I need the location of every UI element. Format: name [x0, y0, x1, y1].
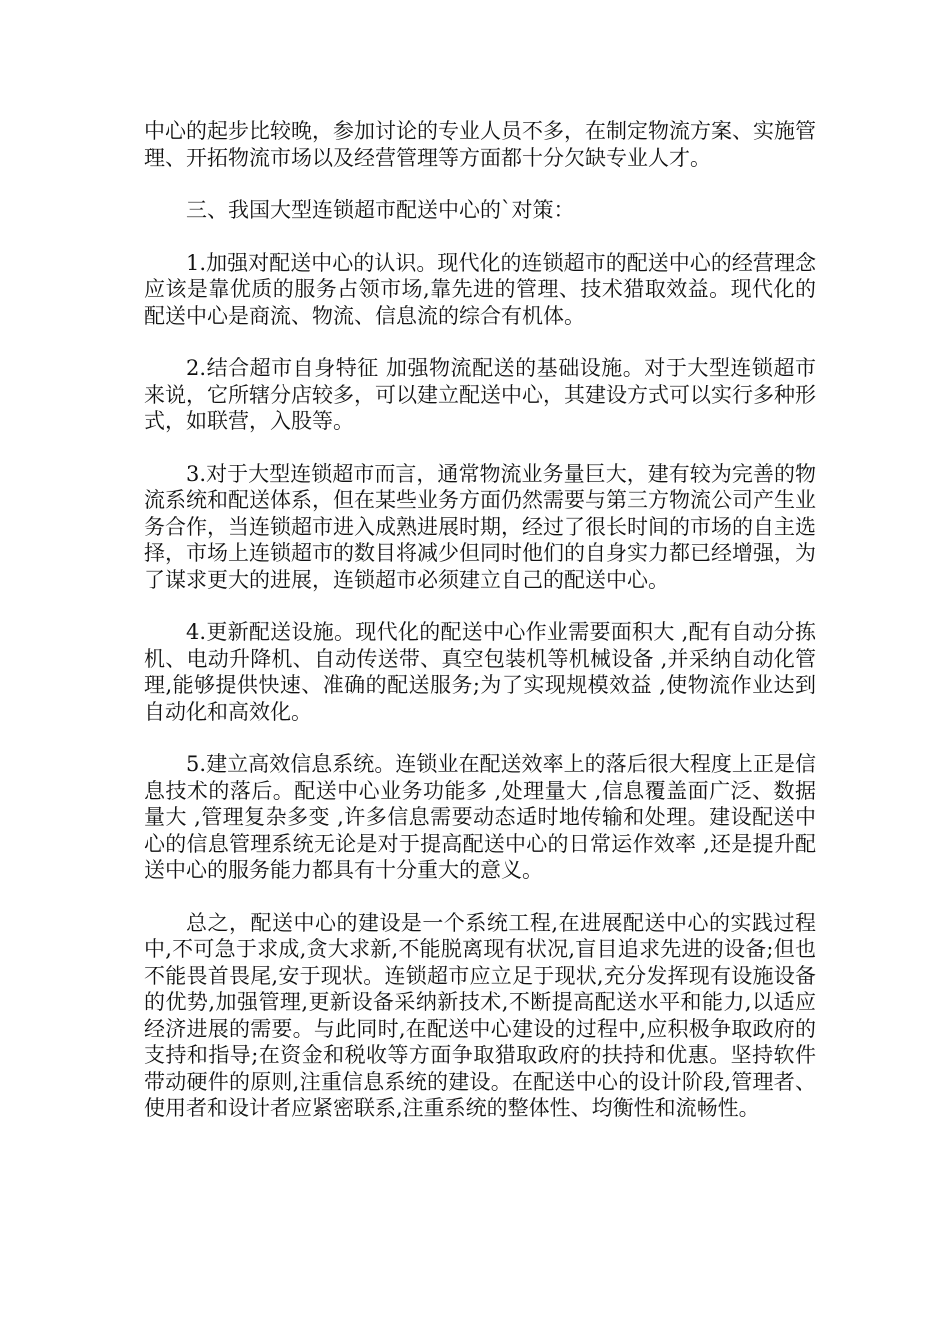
paragraph-item-1: 1.加强对配送中心的认识。现代化的连锁超市的配送中心的经营理念应该是靠优质的服务占领市场,靠先进的管理、技术猎取效益。现代化的配送中心是商流、物流、信息流的综合有机体。: [144, 250, 816, 328]
paragraph-conclusion: 总之，配送中心的建设是一个系统工程,在进展配送中心的实践过程中,不可急于求成,贪大求新,不能脱离现有状况,盲目追求先进的设备;但也不能畏首畏尾,安于现状。连锁超市应立足于现状,充分发挥现有设施设备的优势,加强管理,更新设备采纳新技术,不断提高配送水平和能力,以适应经济进展的需要。与此同时,在配送中心建设的过程中,应积极争取政府的支持和指导;在资金和税收等方面争取猎取政府的扶持和优惠。坚持软件带动硬件的原则,注重信息系统的建设。在配送中心的设计阶段,管理者、使用者和设计者应紧密联系,注重系统的整体性、均衡性和流畅性。: [144, 910, 816, 1120]
paragraph-item-4: 4.更新配送设施。现代化的配送中心作业需要面积大 ,配有自动分拣机、电动升降机、自动传送带、真空包装机等机械设备 ,并采纳自动化管理,能够提供快速、准确的配送服务;为了实现规模效益 ,使物流作业达到自动化和高效化。: [144, 620, 816, 724]
paragraph-item-2: 2.结合超市自身特征 加强物流配送的基础设施。对于大型连锁超市来说，它所辖分店较多，可以建立配送中心，其建设方式可以实行多种形式，如联营，入股等。: [144, 356, 816, 433]
section-heading-countermeasures: 三、我国大型连锁超市配送中心的`对策：: [186, 198, 575, 222]
paragraph-item-5: 5.建立高效信息系统。连锁业在配送效率上的落后很大程度上正是信息技术的落后。配送中心业务功能多 ,处理量大 ,信息覆盖面广泛、数据量大 ,管理复杂多变 ,许多信息需要动态适时地传输和处理。建设配送中心的信息管理系统无论是对于提高配送中心的日常运作效率 ,还是提升配送中心的服务能力都具有十分重大的意义。: [144, 752, 816, 882]
paragraph-item-3: 3.对于大型连锁超市而言，通常物流业务量巨大，建有较为完善的物流系统和配送体系，但在某些业务方面仍然需要与第三方物流公司产生业务合作，当连锁超市进入成熟进展时期，经过了很长时间的市场的自主选择，市场上连锁超市的数目将减少但同时他们的自身实力都已经增强，为了谋求更大的进展，连锁超市必须建立自己的配送中心。: [144, 461, 816, 592]
paragraph-continuation: 中心的起步比较晚，参加讨论的专业人员不多，在制定物流方案、实施管理、开拓物流市场以及经营管理等方面都十分欠缺专业人才。: [144, 119, 816, 170]
document-body: [144, 118, 816, 1148]
